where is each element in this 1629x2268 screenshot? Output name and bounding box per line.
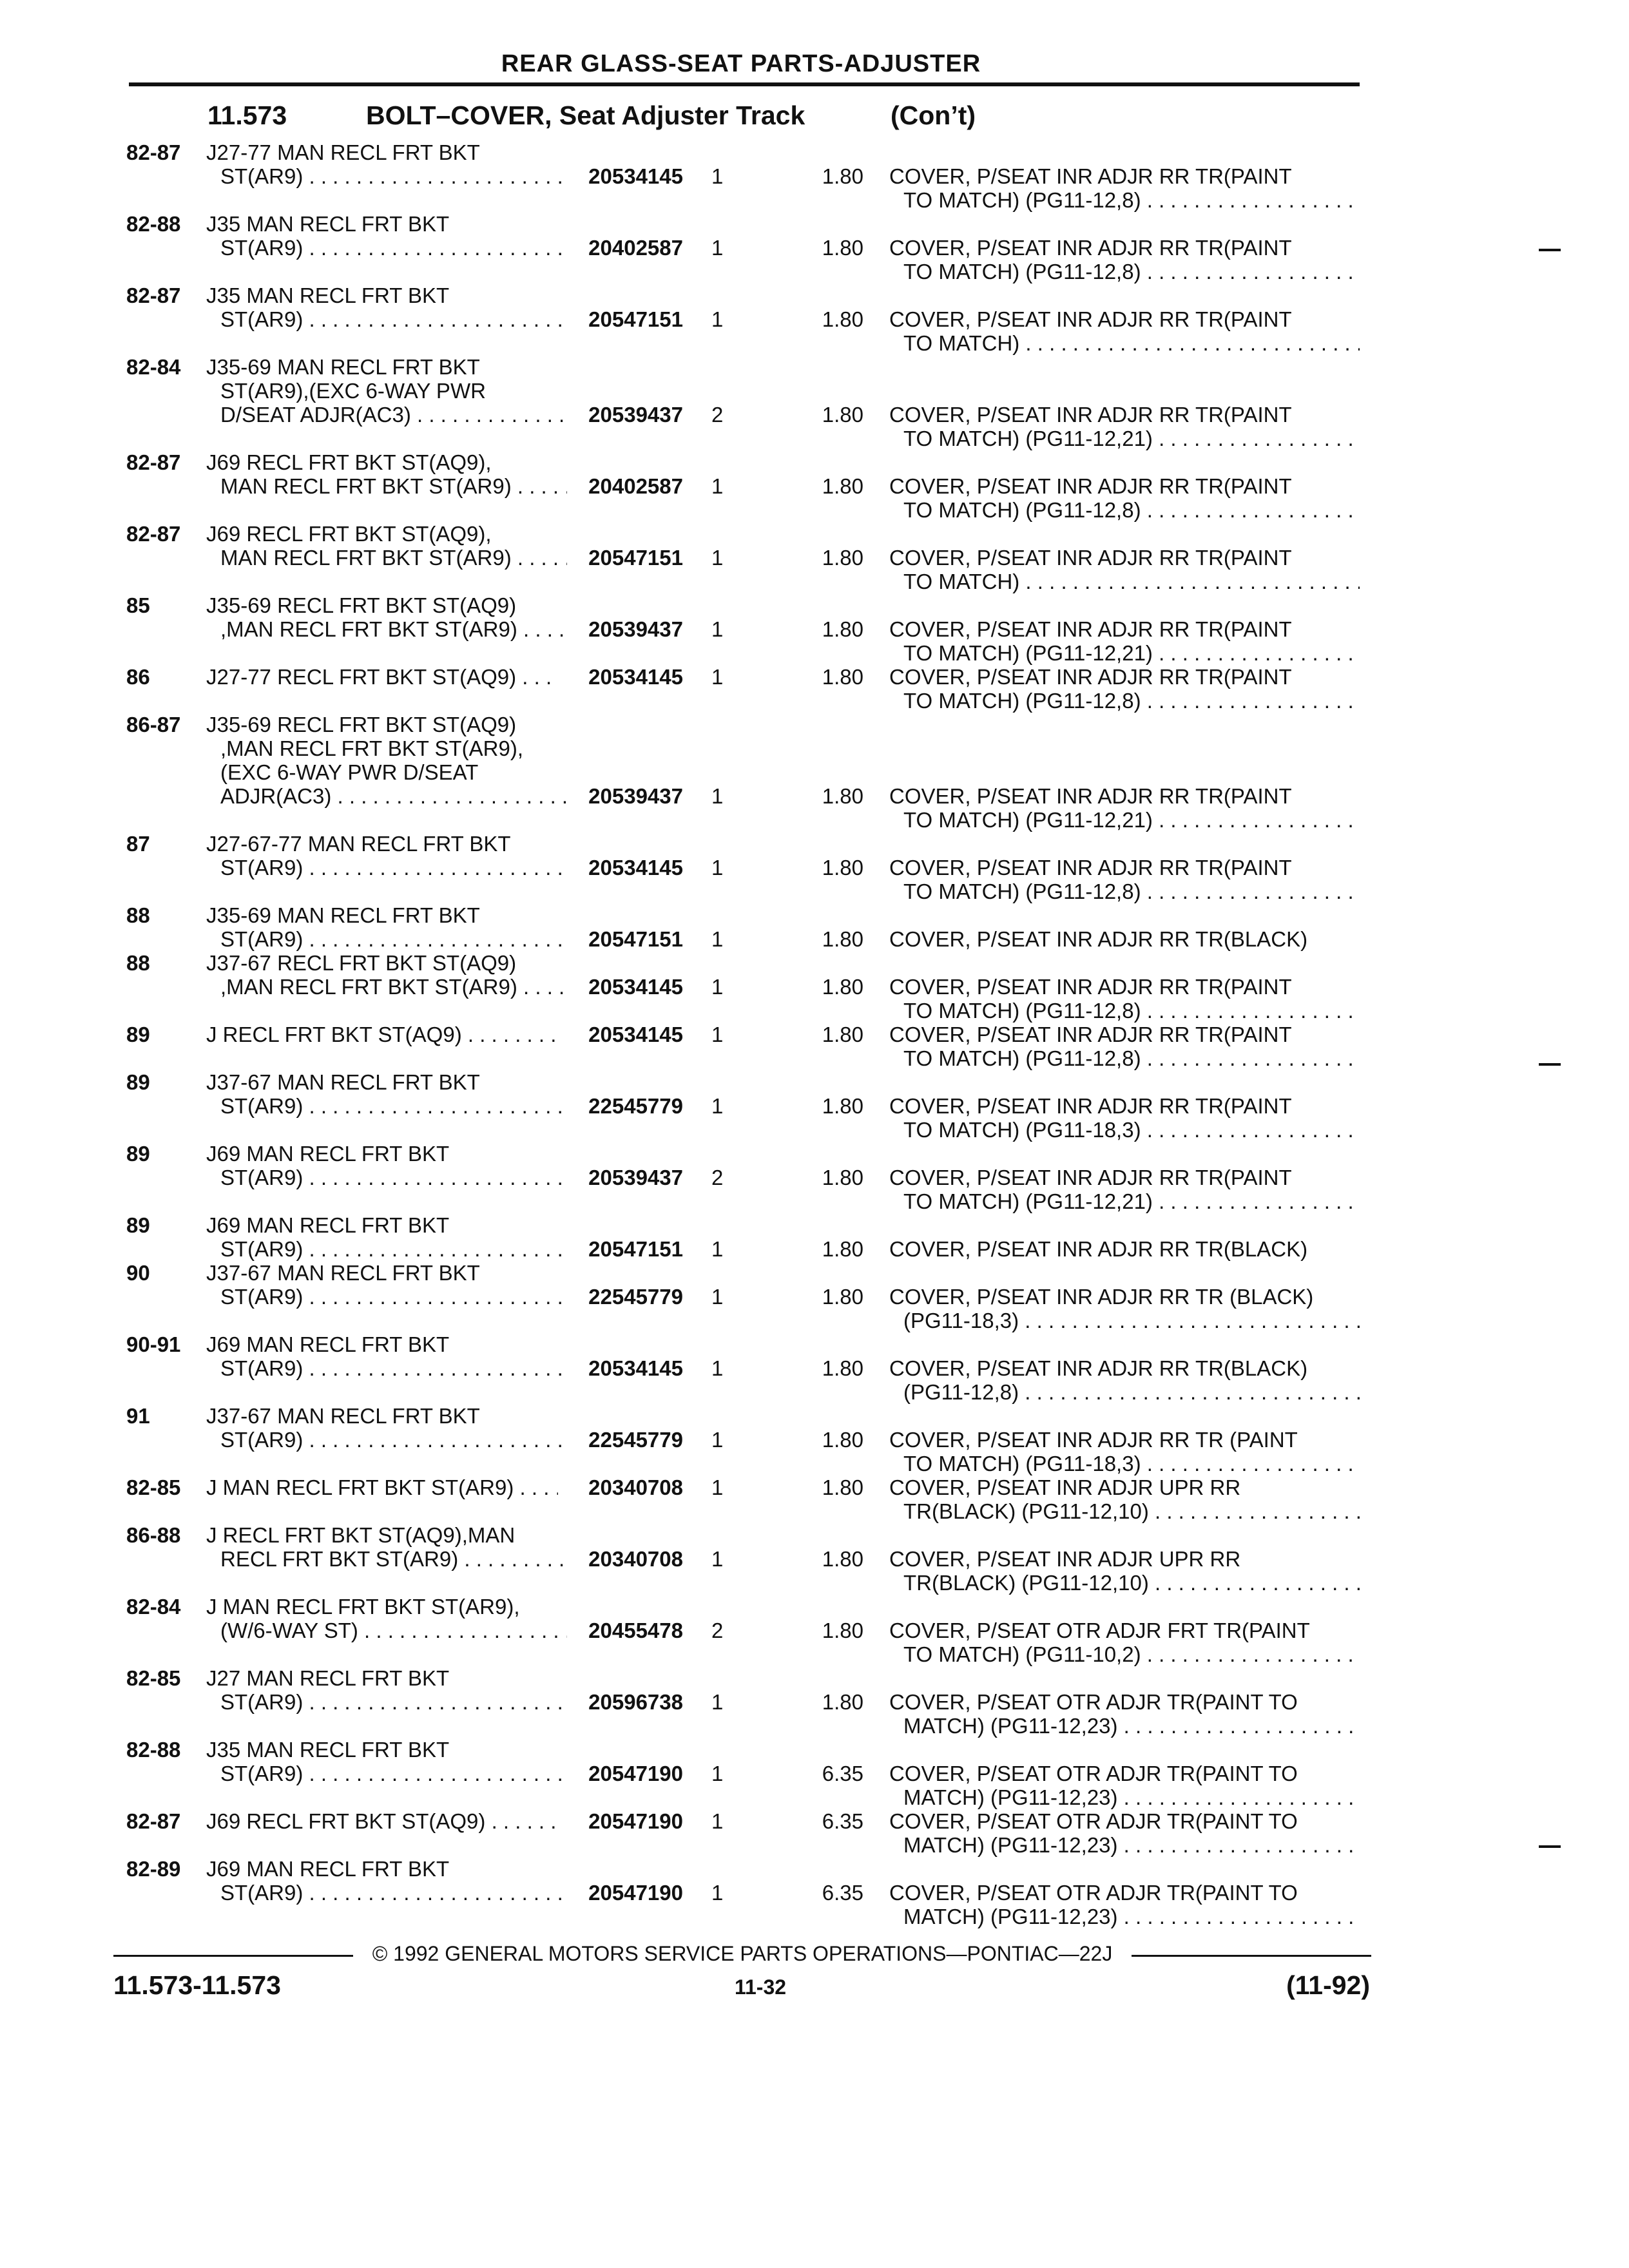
part-name — [889, 1809, 1360, 1857]
table-row — [0, 713, 1629, 832]
table-row — [0, 284, 1629, 355]
part-name — [889, 1237, 1360, 1261]
model-year: 89 — [126, 1070, 150, 1094]
footer-range: 11.573-11.573 — [113, 1970, 281, 2000]
quantity: 1 — [711, 236, 724, 260]
model-year: 82-84 — [126, 1595, 181, 1619]
model-year: 88 — [126, 903, 150, 927]
price: 6.35 — [822, 1809, 863, 1833]
part-name-line: COVER, P/SEAT INR ADJR RR TR(PAINT — [889, 236, 1292, 260]
model-year: 82-87 — [126, 284, 181, 307]
part-name-line: COVER, P/SEAT INR ADJR RR TR(PAINT — [889, 975, 1292, 999]
part-number: 20539437 — [588, 1166, 683, 1189]
model-year: 82-84 — [126, 355, 181, 379]
price: 1.80 — [822, 403, 863, 427]
usage-line: J69 MAN RECL FRT BKT — [206, 1332, 450, 1356]
part-number: 20539437 — [588, 403, 683, 427]
usage-line: J69 RECL FRT BKT ST(AQ9), — [206, 522, 492, 546]
quantity: 1 — [711, 1809, 724, 1833]
usage-description — [206, 522, 567, 570]
part-name-line: TR(BLACK) (PG11-12,10) . . . — [889, 1571, 1360, 1595]
quantity: 1 — [711, 307, 724, 331]
part-name-line: COVER, P/SEAT INR ADJR RR TR(PAINT — [889, 1166, 1292, 1189]
table-row — [0, 522, 1629, 593]
usage-line: J27 MAN RECL FRT BKT — [206, 1666, 450, 1690]
quantity: 2 — [711, 1166, 724, 1189]
usage-line: ST(AR9) . . . — [206, 1094, 567, 1118]
part-name-line: (PG11-12,8) . . . — [889, 1380, 1360, 1404]
usage-description — [206, 1404, 567, 1452]
table-row — [0, 1332, 1629, 1404]
usage-line: ST(AR9) . . . — [206, 1762, 567, 1785]
model-year: 82-87 — [126, 140, 181, 164]
usage-description — [206, 1595, 567, 1642]
usage-description — [206, 1857, 567, 1905]
usage-description — [206, 1475, 567, 1499]
part-name-line: COVER, P/SEAT INR ADJR RR TR (BLACK) — [889, 1285, 1314, 1309]
price: 1.80 — [822, 307, 863, 331]
model-year: 85 — [126, 593, 150, 617]
usage-line: ST(AR9) . . . — [206, 1881, 567, 1905]
model-year: 82-85 — [126, 1475, 181, 1499]
part-name-line: MATCH) (PG11-12,23) . . . — [889, 1785, 1360, 1809]
part-name-line: COVER, P/SEAT INR ADJR RR TR(BLACK) — [889, 1237, 1308, 1261]
part-name-line: TO MATCH) (PG11-12,8) . . . — [889, 1046, 1360, 1070]
usage-description — [206, 1023, 567, 1046]
footer-rule-right — [1132, 1955, 1371, 1957]
quantity: 2 — [711, 403, 724, 427]
usage-line: J69 MAN RECL FRT BKT — [206, 1213, 450, 1237]
table-row — [0, 1809, 1629, 1857]
usage-line: J35 MAN RECL FRT BKT — [206, 284, 450, 307]
table-row — [0, 1523, 1629, 1595]
usage-description — [206, 450, 567, 498]
model-year: 91 — [126, 1404, 150, 1428]
part-name-line: MATCH) (PG11-12,23) . . . — [889, 1905, 1360, 1928]
part-name — [889, 1547, 1360, 1595]
table-row — [0, 1857, 1629, 1928]
price: 1.80 — [822, 474, 863, 498]
part-name-line: COVER, P/SEAT OTR ADJR FRT TR(PAINT — [889, 1619, 1310, 1642]
usage-line: ST(AR9),(EXC 6-WAY PWR — [220, 379, 486, 403]
section-name: BOLT–COVER, Seat Adjuster Track — [366, 101, 805, 130]
price: 1.80 — [822, 1237, 863, 1261]
part-number: 20402587 — [588, 236, 683, 260]
quantity: 1 — [711, 1475, 724, 1499]
part-name-line: COVER, P/SEAT INR ADJR RR TR(PAINT — [889, 403, 1292, 427]
part-name — [889, 617, 1360, 665]
quantity: 1 — [711, 665, 724, 689]
usage-line: J RECL FRT BKT ST(AQ9),MAN — [206, 1523, 516, 1547]
model-year: 82-89 — [126, 1857, 181, 1881]
part-name-line: TO MATCH) (PG11-12,21) . . . — [889, 427, 1360, 450]
title-rule — [129, 82, 1360, 86]
usage-line: J37-67 MAN RECL FRT BKT — [206, 1261, 480, 1285]
usage-line: ST(AR9) . . . — [206, 164, 567, 188]
usage-line: J69 RECL FRT BKT ST(AQ9), — [206, 450, 492, 474]
price: 1.80 — [822, 1166, 863, 1189]
usage-line: ST(AR9) . . . — [206, 1166, 567, 1189]
usage-line: ST(AR9) . . . — [206, 307, 567, 331]
part-name-line: TO MATCH) (PG11-12,21) . . . — [889, 1189, 1360, 1213]
part-name-line: COVER, P/SEAT INR ADJR RR TR(PAINT — [889, 617, 1292, 641]
usage-line: ,MAN RECL FRT BKT ST(AR9) . . . — [206, 975, 567, 999]
usage-line: J37-67 MAN RECL FRT BKT — [206, 1070, 480, 1094]
price: 1.80 — [822, 1356, 863, 1380]
usage-line: RECL FRT BKT ST(AR9) . . . — [206, 1547, 567, 1571]
model-year: 86-87 — [126, 713, 181, 736]
usage-line: ST(AR9) . . . — [206, 1356, 567, 1380]
usage-line: ,MAN RECL FRT BKT ST(AR9) . . . — [206, 617, 567, 641]
part-name-line: COVER, P/SEAT INR ADJR RR TR (PAINT — [889, 1428, 1298, 1452]
usage-line: J35 MAN RECL FRT BKT — [206, 1738, 450, 1762]
usage-line: ST(AR9) . . . — [206, 927, 567, 951]
part-name — [889, 856, 1360, 903]
usage-line: J37-67 RECL FRT BKT ST(AQ9) — [206, 951, 517, 975]
part-name — [889, 1023, 1360, 1070]
model-year: 82-87 — [126, 450, 181, 474]
part-name-line: TO MATCH) (PG11-12,8) . . . — [889, 188, 1360, 212]
table-row — [0, 1213, 1629, 1261]
usage-line: ST(AR9) . . . — [206, 856, 567, 879]
quantity: 1 — [711, 784, 724, 808]
part-name — [889, 1475, 1360, 1523]
price: 1.80 — [822, 856, 863, 879]
part-name-line: COVER, P/SEAT INR ADJR RR TR(PAINT — [889, 784, 1292, 808]
table-row — [0, 450, 1629, 522]
usage-line: ST(AR9) . . . — [206, 1237, 567, 1261]
part-number: 20547190 — [588, 1762, 683, 1785]
footer-rule-left — [113, 1955, 353, 1957]
part-name-line: MATCH) (PG11-12,23) . . . — [889, 1714, 1360, 1738]
usage-description — [206, 284, 567, 331]
part-number: 20402587 — [588, 474, 683, 498]
usage-description — [206, 355, 567, 427]
table-row — [0, 1142, 1629, 1213]
usage-description — [206, 212, 567, 260]
usage-line: ST(AR9) . . . — [206, 1428, 567, 1452]
part-name — [889, 474, 1360, 522]
price: 1.80 — [822, 784, 863, 808]
model-year: 89 — [126, 1023, 150, 1046]
price: 6.35 — [822, 1762, 863, 1785]
part-number: 20539437 — [588, 617, 683, 641]
usage-line: J27-77 RECL FRT BKT ST(AQ9) . . . — [206, 665, 558, 689]
part-name — [889, 1094, 1360, 1142]
usage-description — [206, 832, 567, 879]
usage-line: (W/6-WAY ST) . . . — [206, 1619, 567, 1642]
part-name-line: COVER, P/SEAT INR ADJR RR TR(BLACK) — [889, 1356, 1308, 1380]
table-row — [0, 1261, 1629, 1332]
section-heading — [0, 101, 1629, 137]
usage-description — [206, 1738, 567, 1785]
model-year: 86-88 — [126, 1523, 181, 1547]
part-number: 20547151 — [588, 307, 683, 331]
quantity: 1 — [711, 1356, 724, 1380]
part-name-line: COVER, P/SEAT INR ADJR RR TR(PAINT — [889, 856, 1292, 879]
table-row — [0, 1666, 1629, 1738]
part-name — [889, 546, 1360, 593]
usage-line: J MAN RECL FRT BKT ST(AR9), — [206, 1595, 520, 1619]
part-name — [889, 164, 1360, 212]
quantity: 1 — [711, 927, 724, 951]
model-year: 89 — [126, 1213, 150, 1237]
part-name — [889, 1166, 1360, 1213]
part-name — [889, 665, 1360, 713]
usage-description — [206, 903, 567, 951]
usage-line: ,MAN RECL FRT BKT ST(AR9), — [220, 736, 524, 760]
part-number: 20547190 — [588, 1809, 683, 1833]
usage-line: J MAN RECL FRT BKT ST(AR9) . . . — [206, 1475, 558, 1499]
price: 1.80 — [822, 1619, 863, 1642]
part-name-line: COVER, P/SEAT INR ADJR RR TR(PAINT — [889, 474, 1292, 498]
table-row — [0, 355, 1629, 450]
usage-description — [206, 593, 567, 641]
part-name-line: TO MATCH) (PG11-12,8) . . . — [889, 498, 1360, 522]
part-name-line: TR(BLACK) (PG11-12,10) . . . — [889, 1499, 1360, 1523]
table-row — [0, 951, 1629, 1023]
usage-description — [206, 1261, 567, 1309]
price: 6.35 — [822, 1881, 863, 1905]
page-title: REAR GLASS-SEAT PARTS-ADJUSTER — [501, 50, 981, 77]
usage-line: J27-77 MAN RECL FRT BKT — [206, 140, 480, 164]
usage-description — [206, 1809, 567, 1833]
usage-line: J37-67 MAN RECL FRT BKT — [206, 1404, 480, 1428]
part-name-line: (PG11-18,3) . . . — [889, 1309, 1360, 1332]
part-name-line: TO MATCH) . . . — [889, 331, 1360, 355]
part-name — [889, 1762, 1360, 1809]
quantity: 1 — [711, 617, 724, 641]
margin-mark — [1539, 249, 1561, 251]
table-row — [0, 665, 1629, 713]
part-name-line: COVER, P/SEAT INR ADJR RR TR(PAINT — [889, 1023, 1292, 1046]
part-name-line: COVER, P/SEAT INR ADJR RR TR(PAINT — [889, 665, 1292, 689]
part-name-line: COVER, P/SEAT INR ADJR RR TR(PAINT — [889, 1094, 1292, 1118]
quantity: 1 — [711, 1428, 724, 1452]
revision-date: (11-92) — [1286, 1970, 1370, 2000]
quantity: 1 — [711, 1237, 724, 1261]
usage-description — [206, 1332, 567, 1380]
price: 1.80 — [822, 546, 863, 570]
part-name — [889, 1881, 1360, 1928]
part-name-line: COVER, P/SEAT INR ADJR UPR RR — [889, 1547, 1241, 1571]
quantity: 1 — [711, 1023, 724, 1046]
table-row — [0, 1023, 1629, 1070]
part-name-line: TO MATCH) (PG11-12,21) . . . — [889, 641, 1360, 665]
part-number: 20534145 — [588, 856, 683, 879]
part-name-line: MATCH) (PG11-12,23) . . . — [889, 1833, 1360, 1857]
part-number: 22545779 — [588, 1285, 683, 1309]
price: 1.80 — [822, 927, 863, 951]
part-name-line: COVER, P/SEAT OTR ADJR TR(PAINT TO — [889, 1690, 1298, 1714]
model-year: 88 — [126, 951, 150, 975]
part-number: 20340708 — [588, 1475, 683, 1499]
price: 1.80 — [822, 236, 863, 260]
quantity: 1 — [711, 1547, 724, 1571]
model-year: 90-91 — [126, 1332, 181, 1356]
part-number: 20534145 — [588, 1356, 683, 1380]
model-year: 87 — [126, 832, 150, 856]
part-name — [889, 975, 1360, 1023]
model-year: 89 — [126, 1142, 150, 1166]
table-row — [0, 593, 1629, 665]
usage-line: ST(AR9) . . . — [206, 1285, 567, 1309]
part-name — [889, 1356, 1360, 1404]
part-name — [889, 1690, 1360, 1738]
price: 1.80 — [822, 1475, 863, 1499]
part-name — [889, 927, 1360, 951]
usage-line: J35-69 RECL FRT BKT ST(AQ9) — [206, 713, 517, 736]
price: 1.80 — [822, 975, 863, 999]
part-number: 20534145 — [588, 1023, 683, 1046]
part-name-line: COVER, P/SEAT INR ADJR RR TR(PAINT — [889, 546, 1292, 570]
part-number: 20547151 — [588, 546, 683, 570]
part-name — [889, 236, 1360, 284]
table-row — [0, 1475, 1629, 1523]
model-year: 82-87 — [126, 522, 181, 546]
model-year: 82-88 — [126, 212, 181, 236]
price: 1.80 — [822, 1285, 863, 1309]
usage-description — [206, 1523, 567, 1571]
part-name-line: TO MATCH) (PG11-10,2) . . . — [889, 1642, 1360, 1666]
usage-line: J69 MAN RECL FRT BKT — [206, 1142, 450, 1166]
part-number: 20547190 — [588, 1881, 683, 1905]
model-year: 82-87 — [126, 1809, 181, 1833]
quantity: 1 — [711, 975, 724, 999]
part-name-line: COVER, P/SEAT OTR ADJR TR(PAINT TO — [889, 1762, 1298, 1785]
quantity: 1 — [711, 856, 724, 879]
model-year: 86 — [126, 665, 150, 689]
part-name-line: TO MATCH) (PG11-18,3) . . . — [889, 1118, 1360, 1142]
part-name-line: COVER, P/SEAT INR ADJR UPR RR — [889, 1475, 1241, 1499]
part-name-line: TO MATCH) (PG11-12,8) . . . — [889, 689, 1360, 713]
usage-line: MAN RECL FRT BKT ST(AR9) . . . — [206, 474, 567, 498]
part-name-line: TO MATCH) (PG11-12,8) . . . — [889, 260, 1360, 284]
quantity: 1 — [711, 1094, 724, 1118]
part-number: 20534145 — [588, 665, 683, 689]
part-name-line: TO MATCH) (PG11-12,8) . . . — [889, 879, 1360, 903]
quantity: 1 — [711, 546, 724, 570]
quantity: 1 — [711, 474, 724, 498]
part-name-line: TO MATCH) (PG11-18,3) . . . — [889, 1452, 1360, 1475]
quantity: 2 — [711, 1619, 724, 1642]
price: 1.80 — [822, 665, 863, 689]
usage-line: ST(AR9) . . . — [206, 236, 567, 260]
table-row — [0, 1738, 1629, 1809]
part-number: 20547151 — [588, 1237, 683, 1261]
usage-line: J35-69 MAN RECL FRT BKT — [206, 903, 480, 927]
quantity: 1 — [711, 1762, 724, 1785]
table-row — [0, 140, 1629, 212]
usage-description — [206, 1213, 567, 1261]
section-number: 11.573 — [207, 101, 287, 130]
part-name-line: TO MATCH) . . . — [889, 570, 1360, 593]
usage-line: J69 MAN RECL FRT BKT — [206, 1857, 450, 1881]
table-row — [0, 212, 1629, 284]
table-row — [0, 903, 1629, 951]
table-row — [0, 1070, 1629, 1142]
part-name — [889, 1619, 1360, 1666]
price: 1.80 — [822, 1547, 863, 1571]
model-year: 82-88 — [126, 1738, 181, 1762]
margin-mark — [1539, 1063, 1561, 1066]
part-name-line: COVER, P/SEAT INR ADJR RR TR(BLACK) — [889, 927, 1308, 951]
table-row — [0, 1595, 1629, 1666]
table-row — [0, 1404, 1629, 1475]
part-name-line: COVER, P/SEAT INR ADJR RR TR(PAINT — [889, 164, 1292, 188]
model-year: 90 — [126, 1261, 150, 1285]
usage-line: ST(AR9) . . . — [206, 1690, 567, 1714]
usage-description — [206, 951, 567, 999]
part-name-line: COVER, P/SEAT OTR ADJR TR(PAINT TO — [889, 1881, 1298, 1905]
part-name-line: TO MATCH) (PG11-12,8) . . . — [889, 999, 1360, 1023]
part-number: 22545779 — [588, 1094, 683, 1118]
part-name-line: COVER, P/SEAT OTR ADJR TR(PAINT TO — [889, 1809, 1298, 1833]
usage-description — [206, 665, 567, 689]
usage-line: J35-69 RECL FRT BKT ST(AQ9) — [206, 593, 517, 617]
usage-description — [206, 1666, 567, 1714]
part-name — [889, 1285, 1360, 1332]
part-number: 20455478 — [588, 1619, 683, 1642]
part-name — [889, 307, 1360, 355]
part-number: 22545779 — [588, 1428, 683, 1452]
usage-line: ADJR(AC3) . . . — [206, 784, 567, 808]
usage-line: J35 MAN RECL FRT BKT — [206, 212, 450, 236]
continued-label: (Con’t) — [891, 101, 976, 130]
usage-description — [206, 140, 567, 188]
part-number: 20534145 — [588, 164, 683, 188]
usage-description — [206, 713, 567, 808]
usage-line: J RECL FRT BKT ST(AQ9) . . . — [206, 1023, 558, 1046]
price: 1.80 — [822, 164, 863, 188]
quantity: 1 — [711, 1690, 724, 1714]
part-name-line: COVER, P/SEAT INR ADJR RR TR(PAINT — [889, 307, 1292, 331]
usage-line: MAN RECL FRT BKT ST(AR9) . . . — [206, 546, 567, 570]
price: 1.80 — [822, 1023, 863, 1046]
part-number: 20534145 — [588, 975, 683, 999]
part-name — [889, 403, 1360, 450]
usage-line: J69 RECL FRT BKT ST(AQ9) . . . — [206, 1809, 558, 1833]
price: 1.80 — [822, 617, 863, 641]
margin-mark — [1539, 1845, 1561, 1848]
model-year: 82-85 — [126, 1666, 181, 1690]
part-name-line: TO MATCH) (PG11-12,21) . . . — [889, 808, 1360, 832]
price: 1.80 — [822, 1428, 863, 1452]
part-number: 20547151 — [588, 927, 683, 951]
quantity: 1 — [711, 1285, 724, 1309]
page-number: 11-32 — [734, 1975, 787, 1999]
part-name — [889, 1428, 1360, 1475]
usage-line: J35-69 MAN RECL FRT BKT — [206, 355, 480, 379]
usage-description — [206, 1142, 567, 1189]
usage-line: D/SEAT ADJR(AC3) . . . — [206, 403, 567, 427]
footer-copyright: © 1992 GENERAL MOTORS SERVICE PARTS OPERATIONS—PONTIAC—22J — [372, 1942, 1113, 1965]
usage-line: (EXC 6-WAY PWR D/SEAT — [220, 760, 479, 784]
price: 1.80 — [822, 1094, 863, 1118]
part-number: 20596738 — [588, 1690, 683, 1714]
usage-description — [206, 1070, 567, 1118]
usage-line: J27-67-77 MAN RECL FRT BKT — [206, 832, 511, 856]
table-row — [0, 832, 1629, 903]
quantity: 1 — [711, 1881, 724, 1905]
quantity: 1 — [711, 164, 724, 188]
part-number: 20539437 — [588, 784, 683, 808]
part-number: 20340708 — [588, 1547, 683, 1571]
price: 1.80 — [822, 1690, 863, 1714]
part-name — [889, 784, 1360, 832]
